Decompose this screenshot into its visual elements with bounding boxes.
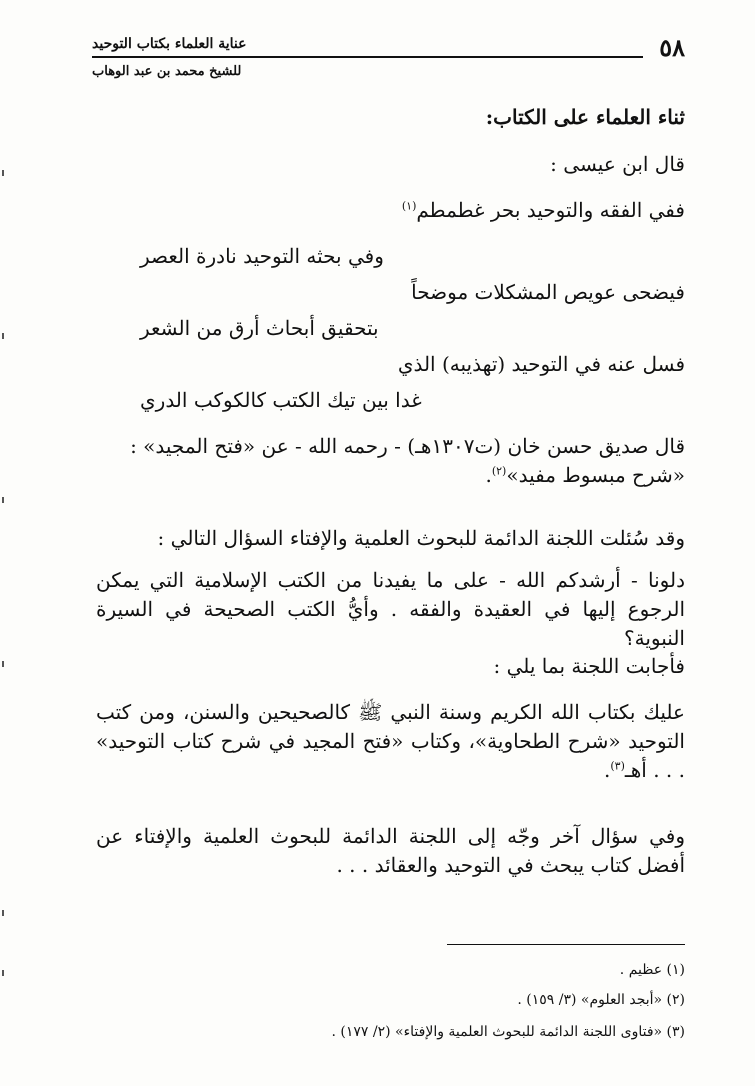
footnote-rule	[447, 944, 685, 945]
scan-margin-mark	[2, 333, 4, 339]
footnote-marker: (٣)	[610, 759, 625, 773]
footnote-3: (٣) «فتاوى اللجنة الدائمة للبحوث العلمية والإفتاء» (٢/ ١٧٧) .	[331, 1024, 685, 1040]
intro-line: قال ابن عيسى :	[550, 152, 685, 176]
verse-line-2: وفي بحثه التوحيد نادرة العصر	[140, 244, 384, 268]
footnote-2: (٢) «أبجد العلوم» (٣/ ١٥٩) .	[517, 992, 685, 1008]
verse-line-5: فسل عنه في التوحيد (تهذيبه) الذي	[397, 352, 685, 376]
verse-line-3: فيضحى عويص المشكلات موضحاً	[411, 280, 685, 304]
verse-line-4: بتحقيق أبحاث أرق من الشعر	[140, 316, 379, 340]
paragraph-siddiq	[96, 432, 685, 490]
paragraph-line	[96, 461, 685, 490]
running-header-title: عناية العلماء بكتاب التوحيد	[92, 36, 247, 52]
page-number: ٥٨	[659, 33, 685, 62]
paragraph-answer-intro: فأجابت اللجنة بما يلي :	[493, 654, 685, 678]
paragraph-question: دلونا - أرشدكم الله - على ما يفيدنا من الكتب الإسلامية التي يمكن الرجوع إليها في العقيدة والفقه . وأيُّ الكتب الصحيحة في السيرة النبوية؟	[96, 568, 685, 650]
scan-margin-mark	[2, 170, 4, 176]
quote-text: «شرح مبسوط مفيد»	[506, 463, 685, 487]
running-header-subtitle: للشيخ محمد بن عبد الوهاب	[92, 64, 242, 79]
footnote-1: (١) عظيم .	[619, 962, 685, 978]
scan-margin-mark	[2, 497, 4, 503]
paragraph-line: قال صديق حسن خان (ت١٣٠٧هـ) - رحمه الله - عن «فتح المجيد» :	[130, 434, 685, 458]
scan-margin-mark	[2, 661, 4, 667]
verse-line-6: غدا بين تيك الكتب كالكوكب الدري	[140, 388, 422, 412]
paragraph-answer	[96, 698, 685, 785]
header-rule	[92, 56, 643, 58]
footnote-marker: (٢)	[491, 464, 507, 478]
verse-line-1	[402, 198, 685, 222]
section-heading: ثناء العلماء على الكتاب:	[485, 105, 685, 129]
verse-text: ففي الفقه والتوحيد بحر غطمطم	[416, 198, 685, 222]
period: .	[485, 463, 492, 487]
footnote-marker: (١)	[401, 199, 417, 213]
paragraph-question-intro: وقد سُئلت اللجنة الدائمة للبحوث العلمية والإفتاء السؤال التالي :	[157, 526, 685, 550]
paragraph-second-question: وفي سؤال آخر وجّه إلى اللجنة الدائمة للبحوث العلمية والإفتاء عن أفضل كتاب يبحث في التوحيد والعقائد . . .	[96, 824, 685, 877]
scan-margin-mark	[2, 970, 4, 976]
scan-margin-mark	[2, 910, 4, 916]
answer-text: عليك بكتاب الله الكريم وسنة النبي ﷺ كالصحيحين والسنن، ومن كتب التوحيد «شرح الطحاوية»، وكتاب «فتح المجيد في شرح كتاب التوحيد» . . . أهـ	[96, 700, 685, 782]
period: .	[604, 758, 611, 782]
